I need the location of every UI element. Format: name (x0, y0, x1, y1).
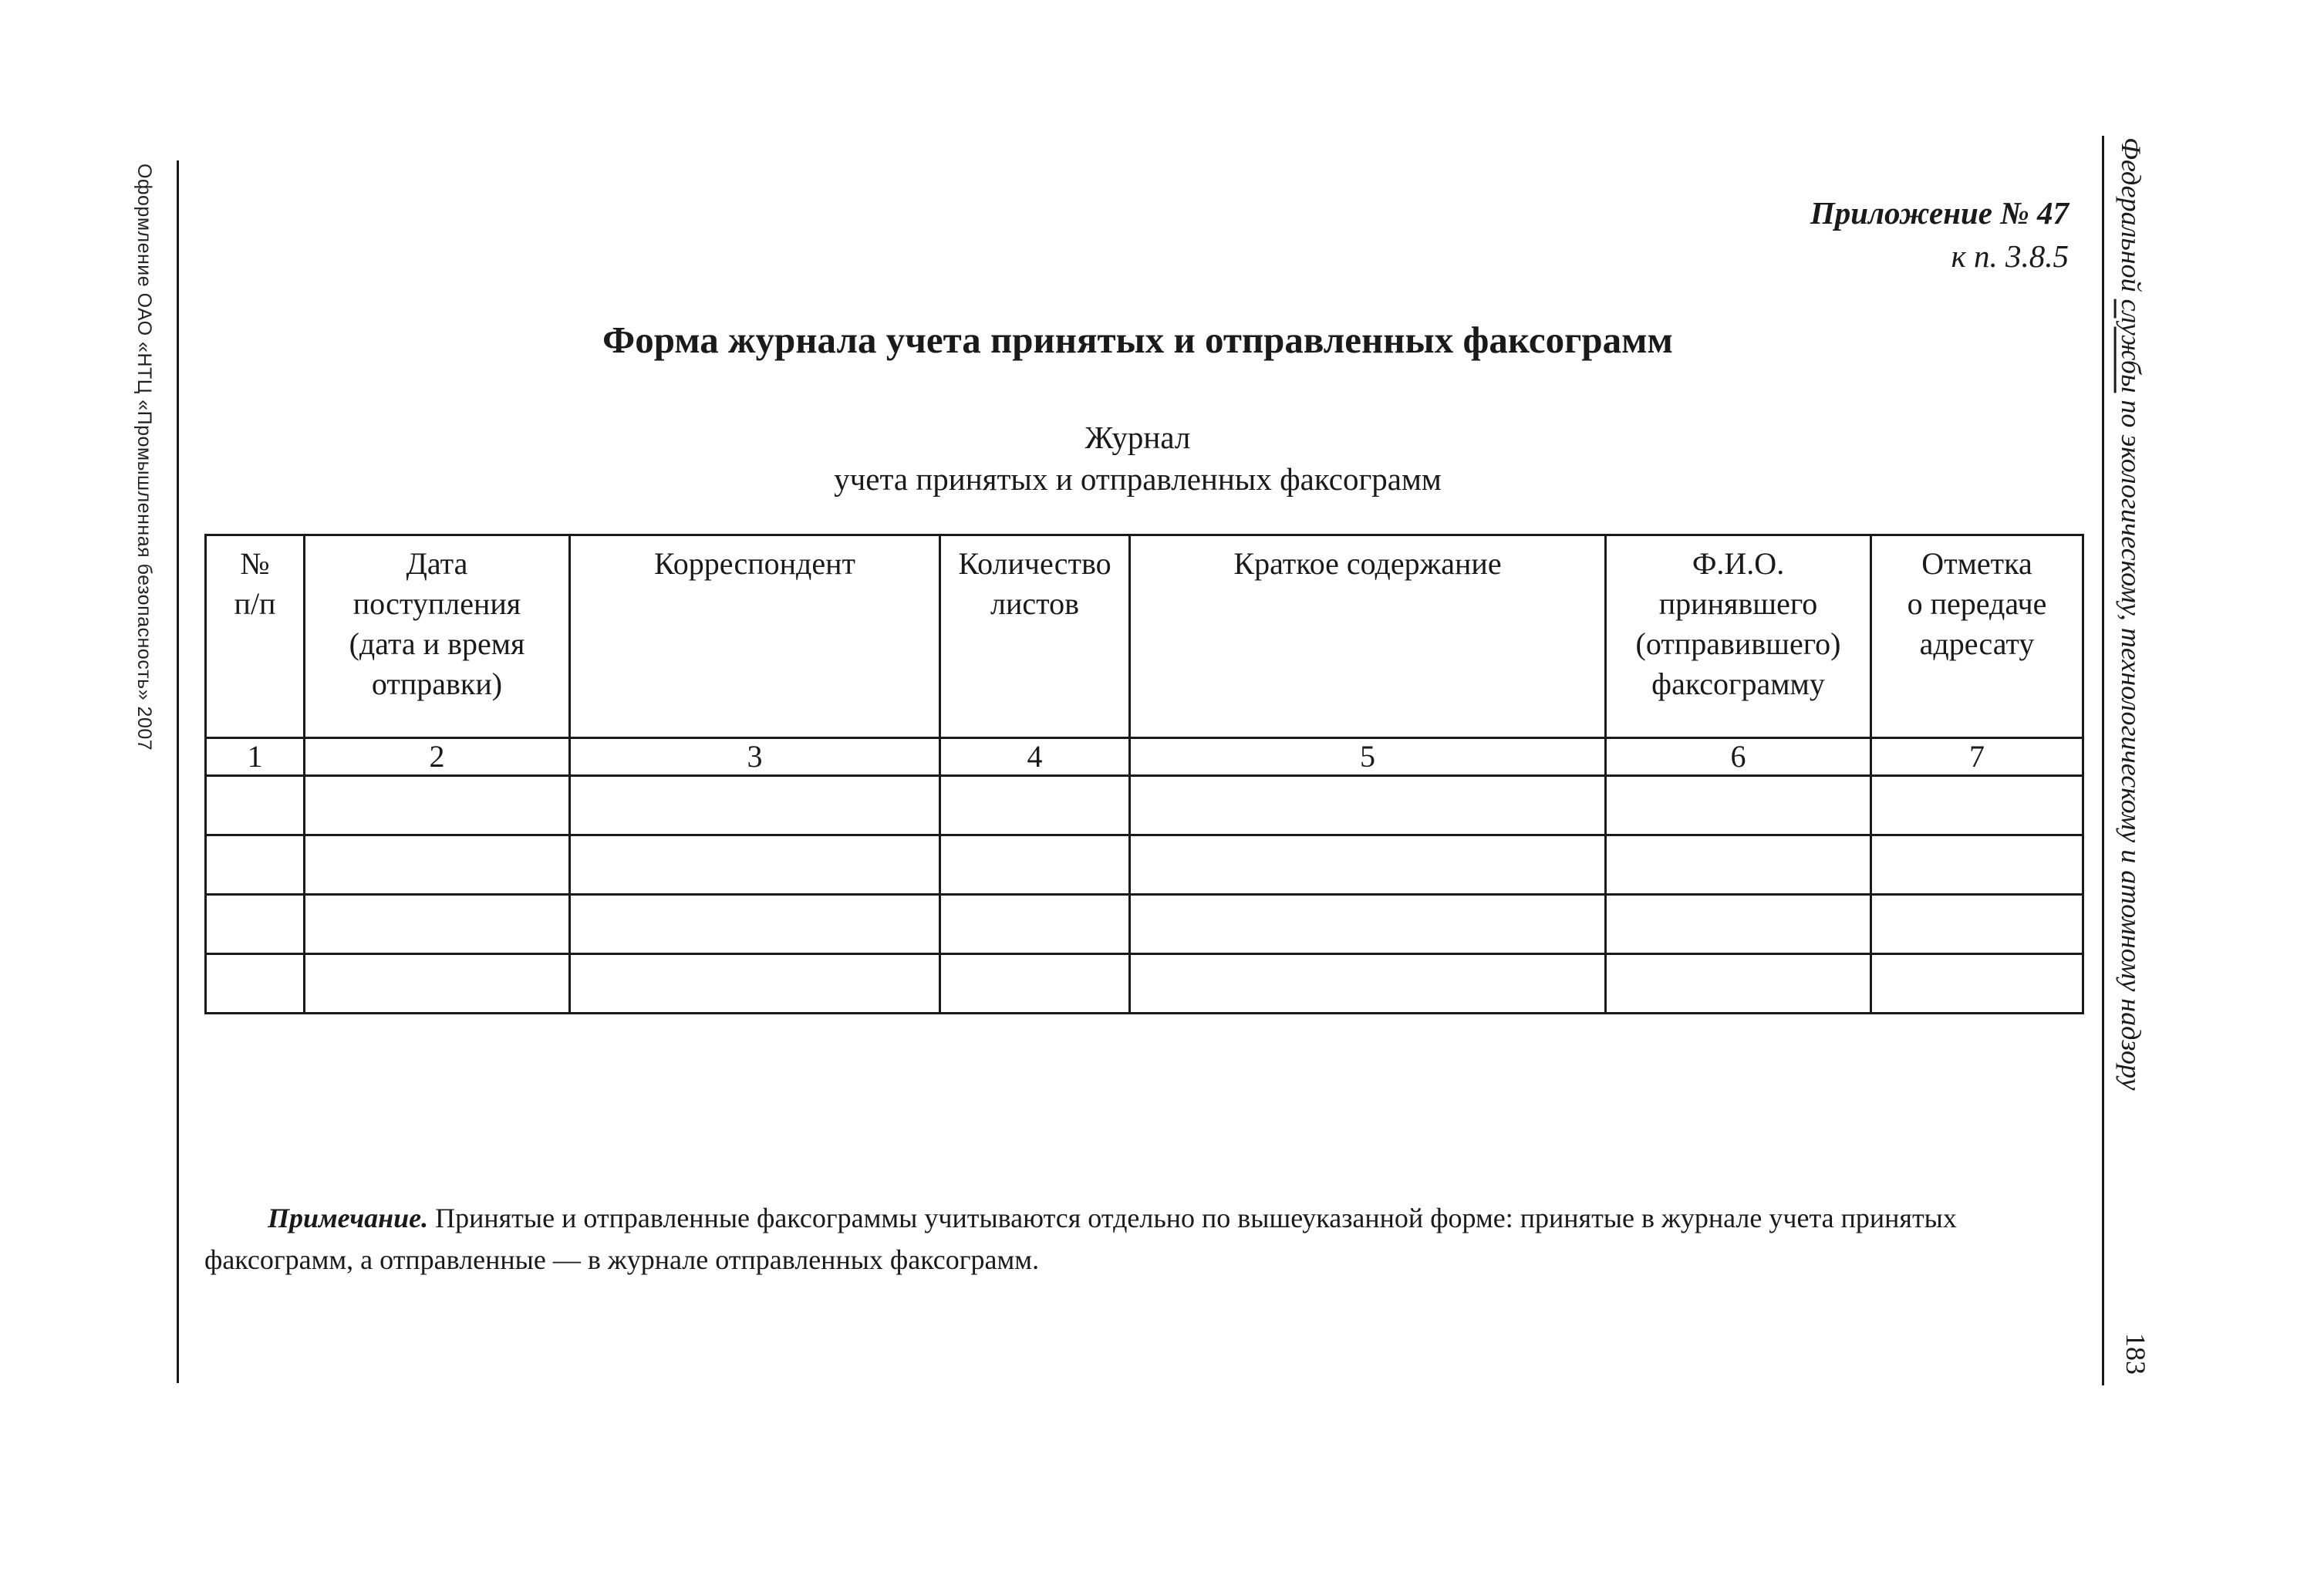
journal-heading-line2: учета принятых и отправленных факсограмм (834, 461, 1442, 497)
right-caption-part1: Федеральной (2116, 137, 2147, 299)
table-cell (206, 835, 305, 895)
table-cell (940, 895, 1130, 954)
table-cell (1871, 835, 2083, 895)
header-text: Ф.И.О. (1692, 546, 1785, 581)
table-cell (1871, 895, 2083, 954)
header-text: о передаче (1907, 586, 2047, 621)
header-cell-date (305, 535, 570, 738)
column-number: 5 (1130, 738, 1606, 776)
table-cell (305, 895, 570, 954)
header-cell-correspondent (570, 535, 940, 738)
table-cell (305, 835, 570, 895)
table-cell (206, 954, 305, 1014)
header-text: листов (990, 586, 1079, 621)
header-text: Краткое содержание (1233, 546, 1502, 581)
table-cell (1606, 954, 1871, 1014)
header-text: принявшего (1658, 586, 1818, 621)
header-text: Отметка (1921, 546, 2032, 581)
table-cell (1871, 954, 2083, 1014)
table-cell (1606, 835, 1871, 895)
column-number: 6 (1606, 738, 1871, 776)
table-cell (206, 895, 305, 954)
header-text: Дата (406, 546, 468, 581)
table-cell (1606, 895, 1871, 954)
table-cell (570, 895, 940, 954)
table-cell (570, 954, 940, 1014)
header-text: факсограмму (1651, 666, 1825, 701)
journal-heading (0, 417, 2275, 500)
journal-table (204, 534, 2084, 1014)
table-cell (206, 776, 305, 835)
appendix-clause: к п. 3.8.5 (1951, 238, 2069, 274)
header-text: отправки) (371, 666, 503, 701)
table-cell (1606, 776, 1871, 835)
column-number: 2 (305, 738, 570, 776)
footnote (204, 1197, 2074, 1281)
table-cell (570, 776, 940, 835)
journal-heading-line1: Журнал (1084, 420, 1191, 455)
header-cell-person (1606, 535, 1871, 738)
left-margin-caption: Оформление ОАО «НТЦ «Промышленная безопасность» 2007 (133, 164, 155, 751)
column-number: 7 (1871, 738, 2083, 776)
header-text: адресату (1919, 626, 2035, 661)
table-row (206, 895, 2083, 954)
header-text: (отправившего) (1635, 626, 1841, 661)
table-cell (1130, 776, 1606, 835)
table-cell (1130, 895, 1606, 954)
header-cell-sheets (940, 535, 1130, 738)
header-cell-number (206, 535, 305, 738)
header-text: (дата и время (349, 626, 525, 661)
table-cell (940, 835, 1130, 895)
right-caption-part2: службы (2116, 299, 2147, 393)
table-cell (570, 835, 940, 895)
table-row (206, 776, 2083, 835)
header-text: № (240, 546, 270, 581)
header-cell-delivery-mark (1871, 535, 2083, 738)
table-cell (305, 776, 570, 835)
table-cell (940, 776, 1130, 835)
header-text: Количество (958, 546, 1111, 581)
table-cell (305, 954, 570, 1014)
header-cell-summary (1130, 535, 1606, 738)
table-header-row (206, 535, 2083, 738)
table-row (206, 835, 2083, 895)
column-number: 1 (206, 738, 305, 776)
column-number: 4 (940, 738, 1130, 776)
column-number-row (206, 738, 2083, 776)
page-number: 183 (2120, 1333, 2151, 1375)
header-text: Корреспондент (654, 546, 855, 581)
table-cell (940, 954, 1130, 1014)
right-caption-part3: по экологическому, технологическому и атомному надзору (2116, 393, 2147, 1091)
column-number: 3 (570, 738, 940, 776)
appendix-reference (1810, 191, 2069, 278)
document-title: Форма журнала учета принятых и отправленных факсограмм (602, 319, 1673, 361)
table-row (206, 954, 2083, 1014)
table-cell (1871, 776, 2083, 835)
appendix-number: Приложение № 47 (1810, 195, 2069, 231)
right-margin-caption (2115, 137, 2147, 1090)
table-cell (1130, 954, 1606, 1014)
footnote-label: Примечание. (268, 1203, 429, 1233)
header-text: п/п (234, 586, 276, 621)
table-cell (1130, 835, 1606, 895)
footnote-text: Принятые и отправленные факсограммы учитываются отдельно по вышеуказанной форме: принятые в журнале учета принятых факсограмм, а отправленные — в журнале отправленных факсограмм. (204, 1203, 1957, 1275)
header-text: поступления (352, 586, 521, 621)
